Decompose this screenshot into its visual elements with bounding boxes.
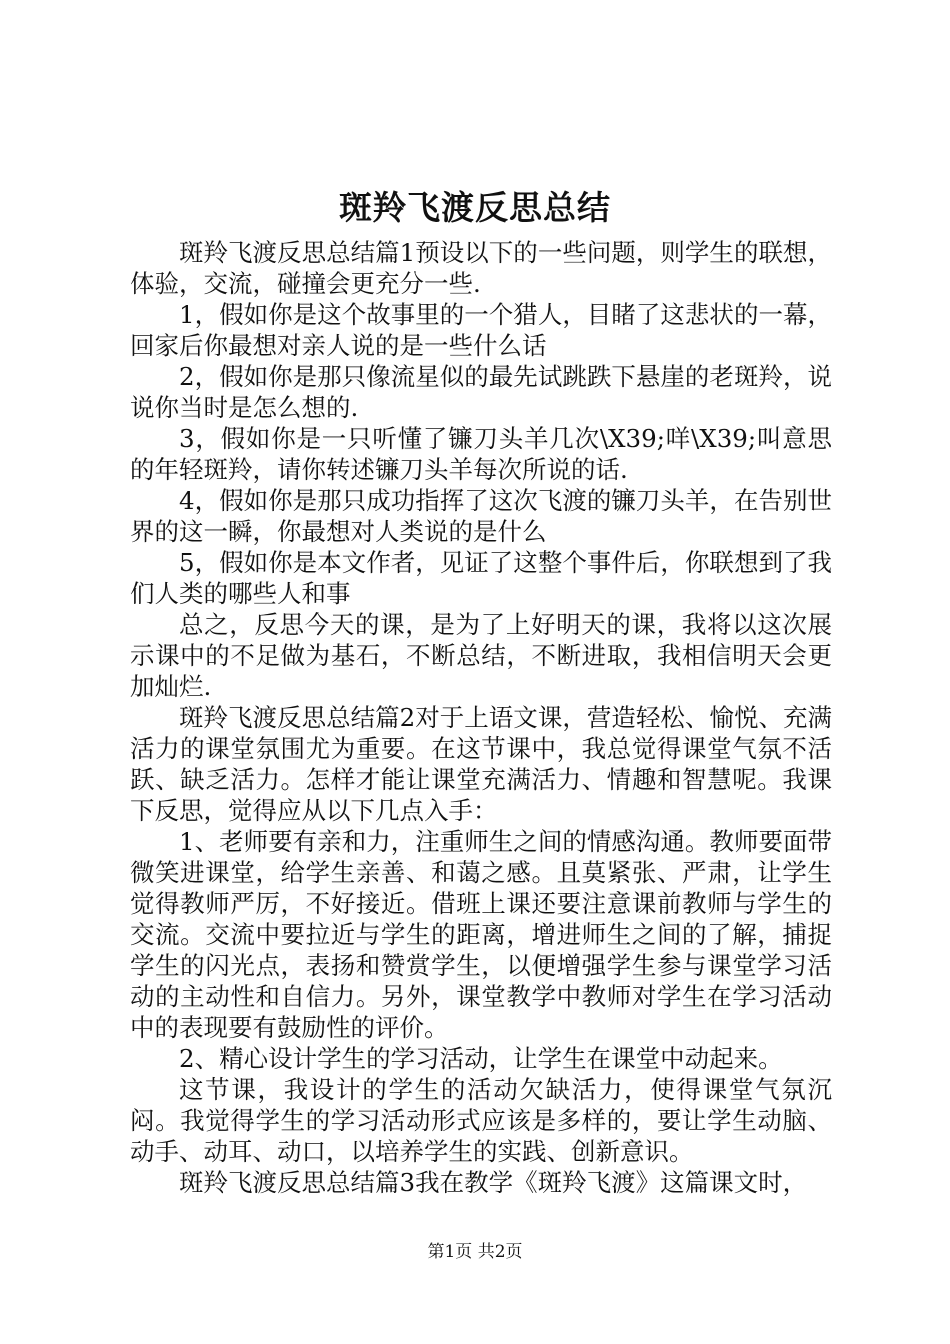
paragraph-4: 3，假如你是一只听懂了镰刀头羊几次\X39;咩\X39;叫意思的年轻斑羚，请你转述镰刀头羊每次所说的话. [130,424,832,484]
paragraph-8: 斑羚飞渡反思总结篇2对于上语文课，营造轻松、愉悦、充满活力的课堂氛围尤为重要。在这节课中，我总觉得课堂气氛不活跃、缺乏活力。怎样才能让课堂充满活力、情趣和智慧呢。我课下反思，觉得应从以下几点入手： [130,703,832,825]
paragraph-1: 斑羚飞渡反思总结篇1预设以下的一些问题，则学生的联想，体验，交流，碰撞会更充分一些. [130,238,832,298]
paragraph-2: 1，假如你是这个故事里的一个猎人，目睹了这悲状的一幕，回家后你最想对亲人说的是一些什么话 [130,300,832,360]
paragraph-9: 1、老师要有亲和力，注重师生之间的情感沟通。教师要面带微笑进课堂，给学生亲善、和蔼之感。且莫紧张、严肃，让学生觉得教师严厉，不好接近。借班上课还要注意课前教师与学生的交流。交流中要拉近与学生的距离，增进师生之间的了解，捕捉学生的闪光点，表扬和赞赏学生，以便增强学生参与课堂学习活动的主动性和自信力。另外，课堂教学中教师对学生在学习活动中的表现要有鼓励性的评价。 [130,827,832,1042]
document-title: 斑羚飞渡反思总结 [339,188,611,227]
paragraph-11: 这节课，我设计的学生的活动欠缺活力，使得课堂气氛沉闷。我觉得学生的学习活动形式应该是多样的，要让学生动脑、动手、动耳、动口，以培养学生的实践、创新意识。 [130,1075,832,1166]
paragraph-5: 4，假如你是那只成功指挥了这次飞渡的镰刀头羊，在告别世界的这一瞬，你最想对人类说的是什么 [130,486,832,546]
paragraph-12: 斑羚飞渡反思总结篇3我在教学《斑羚飞渡》这篇课文时， [179,1168,808,1197]
paragraph-7: 总之，反思今天的课，是为了上好明天的课，我将以这次展示课中的不足做为基石，不断总结，不断进取，我相信明天会更加灿烂. [130,610,832,701]
page-footer: 第1页 共2页 [427,1242,523,1262]
document-body [130,237,832,1198]
paragraph-10: 2、精心设计学生的学习活动，让学生在课堂中动起来。 [179,1044,783,1073]
paragraph-6: 5，假如你是本文作者，见证了这整个事件后，你联想到了我们人类的哪些人和事 [130,548,832,608]
paragraph-3: 2，假如你是那只像流星似的最先试跳跌下悬崖的老斑羚，说说你当时是怎么想的. [130,362,832,422]
